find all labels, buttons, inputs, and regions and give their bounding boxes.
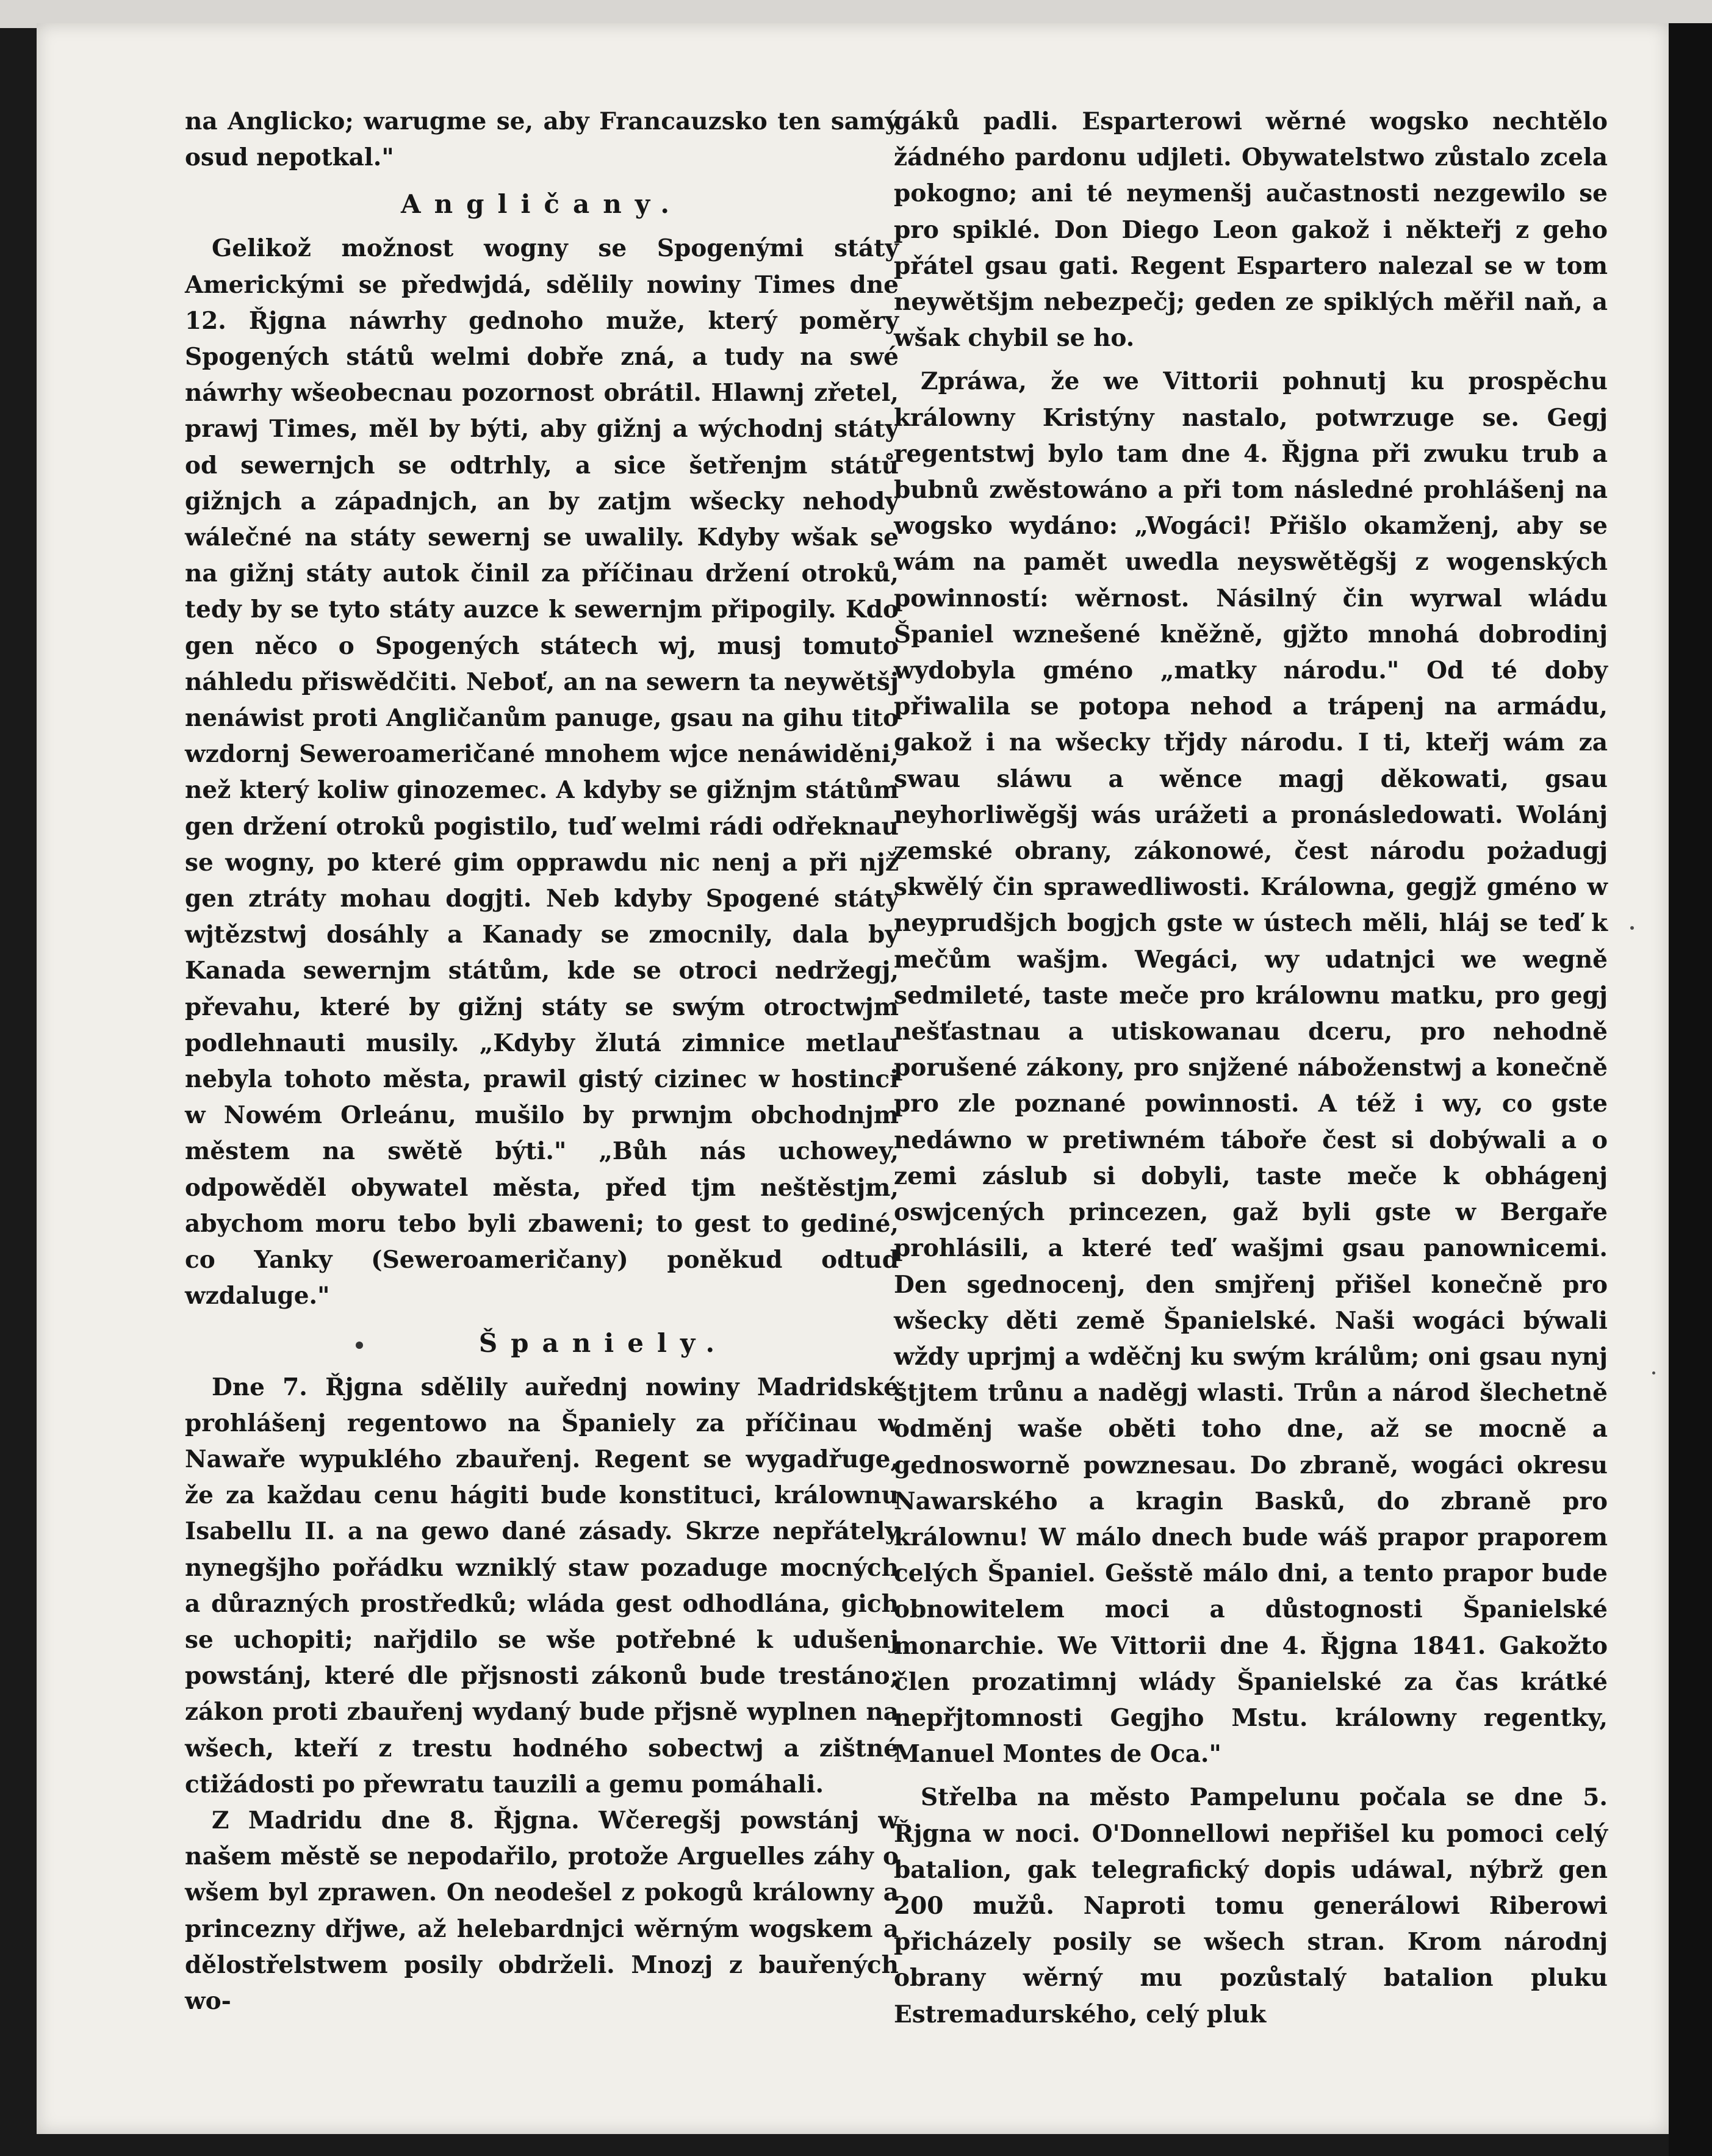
section-heading-label: Španiely. — [478, 1328, 728, 1358]
intro-text: na Anglicko; warugme se, aby Francauzsko ten samý osud nepotkal." — [185, 107, 899, 172]
bullet-mark — [356, 1342, 363, 1349]
right-column — [894, 104, 1608, 2033]
article-paragraph: gáků padli. Esparterowi wěrné wogsko nechtělo žádného pardonu udjleti. Obywatelstwo zůstalo zcela pokogno; ani té neymenšj aučastnosti nezgewilo se pro spiklé. Don Diego Leon gakož i někteřj z geho přátel gsau gati. Regent Espartero nalezal se w tom neywětšjm nebezpečj; geden ze spiklých měřil naň, a wšak chybil se ho. — [894, 107, 1608, 353]
article-paragraph: Z Madridu dne 8. Řjgna. Wčeregšj powstánj w našem městě se nepodařilo, protože Arguelles záhy o wšem byl zprawen. On neodešel z pokogů králowny a princezny dřjwe, až helebardnjci wěrným wogskem a dělostřelstwem posily obdrželi. Mnozj z bauřených wo- — [185, 1806, 899, 2015]
article-paragraph: Zpráwa, že we Vittorii pohnutj ku prospěchu králowny Kristýny nastalo, potwrzuge se. Gegj regentstwj bylo tam dne 4. Řjgna při zwuku trub a bubnů zwěstowáno a při tom následné prohlášenj na wogsko wydáno: „Wogáci! Přišlo okamženj, aby se wám na pamět uwedla neyswětěgšj z wogenských powinností: wěrnost. Násilný čin wyrwal wládu Španiel wznešené kněžně, gjžto mnohá dobrodinj wydobyla gméno „matky národu." Od té doby přiwalila se potopa nehod a trápenj na armádu, gakož i na wšecky třjdy národu. I ti, kteřj wám za swau sláwu a wěnce magj děkowati, gsau neyhorliwěgšj wás urážeti a pronásledowati. Wolánj zemské obrany, zákonowé, čest národu pożadugj skwělý čin sprawedliwosti. Králowna, gegjž gméno w neyprudšjch bogjch gste w ústech měli, hláj se teď k mečům wašjm. Wegáci, wy udatnjci we wegně sedmileté, taste meče pro králownu matku, pro gegj nešťastnau a utiskowanau dceru, pro nehodně porušené zákony, pro snjžené náboženstwj a konečně pro zle poznané powinnosti. A též i wy, co gste nedáwno w pretiwném táboře čest si dobýwali a o zemi záslub si dobyli, taste meče k obhágenj oswjcených princezen, gaž byli gste w Bergaře prohlásili, a které teď wašjmi gsau panownicemi. Den sgednocenj, den smjřenj přišel konečně pro wšecky děti země Španielské. Naši wogáci býwali wždy uprjmj a wděčnj ku swým králům; oni gsau nynj štjtem trůnu a naděgj wlasti. Trůn a národ šlechetně odměnj waše oběti toho dne, až se mocně a gednosworně powznesau. Do zbraně, wogáci okresu Nawarského a kragin Basků, do zbraně pro králownu! W málo dnech bude wáš prapor praporem celých Španiel. Gešstě málo dni, a tento prapor bude obnowitelem moci a důstognosti Španielské monarchie. We Vittorii dne 4. Řjgna 1841. Gakožto člen prozatimnj wlády Španielské za čas krátké nepřjtomnosti Gegjho Mstu. králowny regentky, Manuel Montes de Oca." — [894, 367, 1608, 1769]
print-speck — [1652, 1371, 1655, 1374]
section-heading-anglicany: Angličany. — [401, 189, 683, 220]
left-column — [185, 104, 899, 2019]
section-heading-spaniely — [185, 1323, 899, 1364]
article-paragraph: Gelikož možnost wogny se Spogenými státy Americkými se předwjdá, sdělily nowiny Times dne 12. Řjgna náwrhy gednoho muže, který poměry Spogených států welmi dobře zná, a tudy na swé náwrhy wšeobecnau pozornost obrátil. Hlawnj zřetel, prawj Times, měl by býti, aby gižnj a wýchodnj státy od sewernjch se odtrhly, a sice šetřenjm států gižnjch a západnjch, an by zatjm wšecky nehody wálečné na státy sewernj se uwalily. Kdyby wšak se na gižnj státy autok činil za příčinau držení otroků, tedy by se tyto státy auzce k sewernjm připogily. Kdo gen něco o Spogených státech wj, musj tomuto náhledu přiswědčiti. Neboť, an na sewern ta neywětšj nenáwist proti Angličanům panuge, gsau na gihu tito wzdornj Seweroameričané mnohem wjce nenáwiděni, než který koliw ginozemec. A kdyby se gižnjm státům gen držení otroků pogistilo, tuď welmi rádi odřeknau se wogny, po které gim opprawdu nic nenj a při njž gen ztráty mohau dogjti. Neb kdyby Spogené státy wjtězstwj dosáhly a Kanady se zmocnily, dala by Kanada sewernjm státům, kde se otroci nedržegj, převahu, které by gižnj státy se swým otroctwjm podlehnauti musily. „Kdyby žlutá zimnice metlau nebyla tohoto města, prawil gistý cizinec w hostinci w Nowém Orleánu, mušilo by prwnjm obchodnjm městem na swětě býti." „Bůh nás uchowey, odpowěděl obywatel města, před tjm neštěstjm, abychom moru tebo byli zbaweni; to gest to gediné, co Yanky (Seweroameričany) poněkud odtud wzdaluge." — [185, 234, 899, 1310]
article-paragraph: Střelba na město Pampelunu počala se dne 5. Řjgna w noci. O'Donnellowi nepřišel ku pomoci celý batalion, gak telegrafický dopis udáwal, nýbrž gen 200 mužů. Naproti tomu generálowi Riberowi přicházely posily se wšech stran. Krom národnj obrany wěrný mu pozůstalý batalion pluku Estremadurského, celý pluk — [894, 1783, 1608, 2028]
article-paragraph: Dne 7. Řjgna sdělily auřednj nowiny Madridské prohlášenj regentowo na Španiely za příčinau w Nawaře wypuklého zbauřenj. Regent se wygadřuge, že za každau cenu hágiti bude konstituci, králownu Isabellu II. a na gewo dané zásady. Skrze nepřátely nynegšjho pořádku wzniklý staw pozaduge mocných a důrazných prostředků; wláda gest odhodlána, gich se uchopiti; nařjdilo se wše potřebné k udušenj powstánj, které dle přjsnosti zákonů bude trestáno; zákon proti zbauřenj wydaný bude přjsně wyplnen na wšech, kteří z trestu hodného sobectwj a zištné ctižádosti po přewratu tauzili a gemu pomáhali. — [185, 1373, 899, 1798]
scan-right-edge — [1669, 23, 1712, 2156]
print-speck — [1630, 926, 1634, 930]
